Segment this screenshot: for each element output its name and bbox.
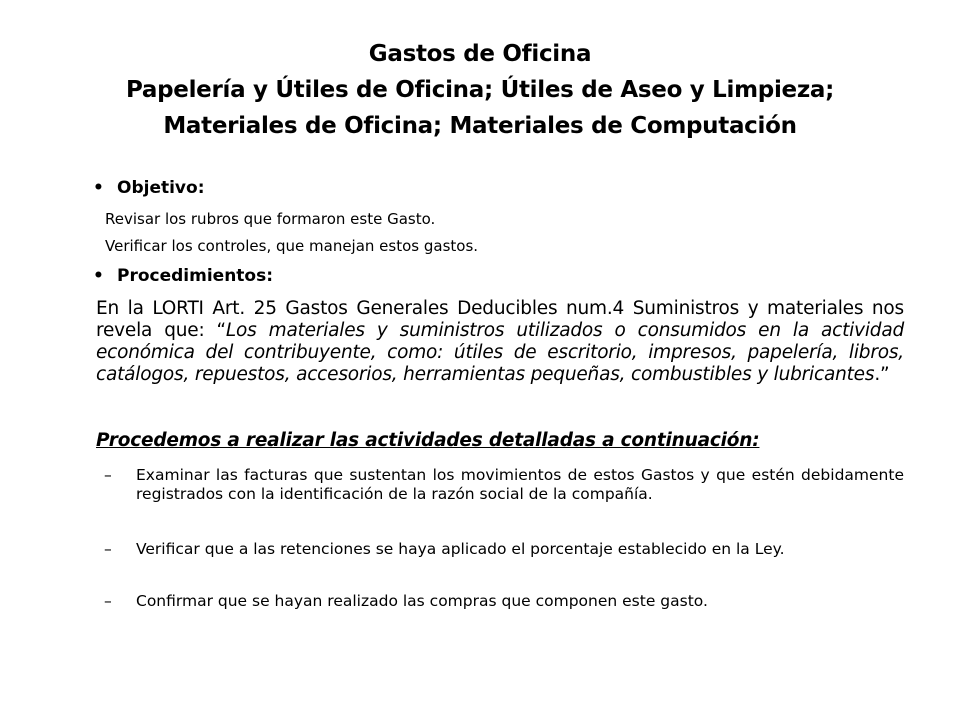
objetivo-heading bbox=[93, 178, 205, 198]
paragraph-closing: .” bbox=[874, 364, 890, 385]
title-line-3: Materiales de Oficina; Materiales de Computación bbox=[163, 113, 797, 139]
procedimientos-lead: Procedemos a realizar las actividades detalladas a continuación: bbox=[96, 430, 760, 451]
step-item-3 bbox=[104, 592, 904, 611]
procedimientos-heading bbox=[93, 266, 274, 286]
bullet-icon: • bbox=[93, 266, 104, 286]
step-item-1 bbox=[104, 466, 904, 504]
dash-icon: – bbox=[104, 592, 112, 610]
procedimientos-heading-text: Procedimientos: bbox=[117, 266, 274, 286]
title-line-1: Gastos de Oficina bbox=[368, 41, 592, 67]
step-text-3: Confirmar que se hayan realizado las compras que componen este gasto. bbox=[136, 592, 708, 610]
paragraph-quote: Los materiales y suministros utilizados o consumidos en la actividad económica del contribuyente, como: útiles de escritorio, impresos, papelería, libros, catálogos, repuestos, accesorios, herramientas pequeñas, combustibles y lubricantes bbox=[96, 320, 904, 385]
bullet-icon: • bbox=[93, 178, 104, 198]
step-text-2: Verificar que a las retenciones se haya aplicado el porcentaje establecido en la Ley. bbox=[136, 540, 785, 558]
objetivo-item-1: Revisar los rubros que formaron este Gasto. bbox=[105, 210, 436, 228]
procedimientos-paragraph bbox=[96, 298, 904, 386]
dash-icon: – bbox=[104, 540, 112, 558]
paragraph-intro: En la LORTI Art. 25 Gastos Generales Deducibles num.4 Suministros y materiales nos revela que: “ bbox=[96, 298, 904, 341]
title-line-2: Papelería y Útiles de Oficina; Útiles de Aseo y Limpieza; bbox=[125, 77, 835, 103]
slide-title bbox=[60, 36, 900, 144]
objetivo-item-2: Verificar los controles, que manejan estos gastos. bbox=[105, 237, 479, 255]
dash-icon: – bbox=[104, 466, 112, 484]
step-item-2 bbox=[104, 540, 904, 559]
objetivo-heading-text: Objetivo: bbox=[117, 178, 205, 198]
step-text-1: Examinar las facturas que sustentan los movimientos de estos Gastos y que estén debidamente registrados con la identificación de la razón social de la compañía. bbox=[136, 466, 904, 503]
